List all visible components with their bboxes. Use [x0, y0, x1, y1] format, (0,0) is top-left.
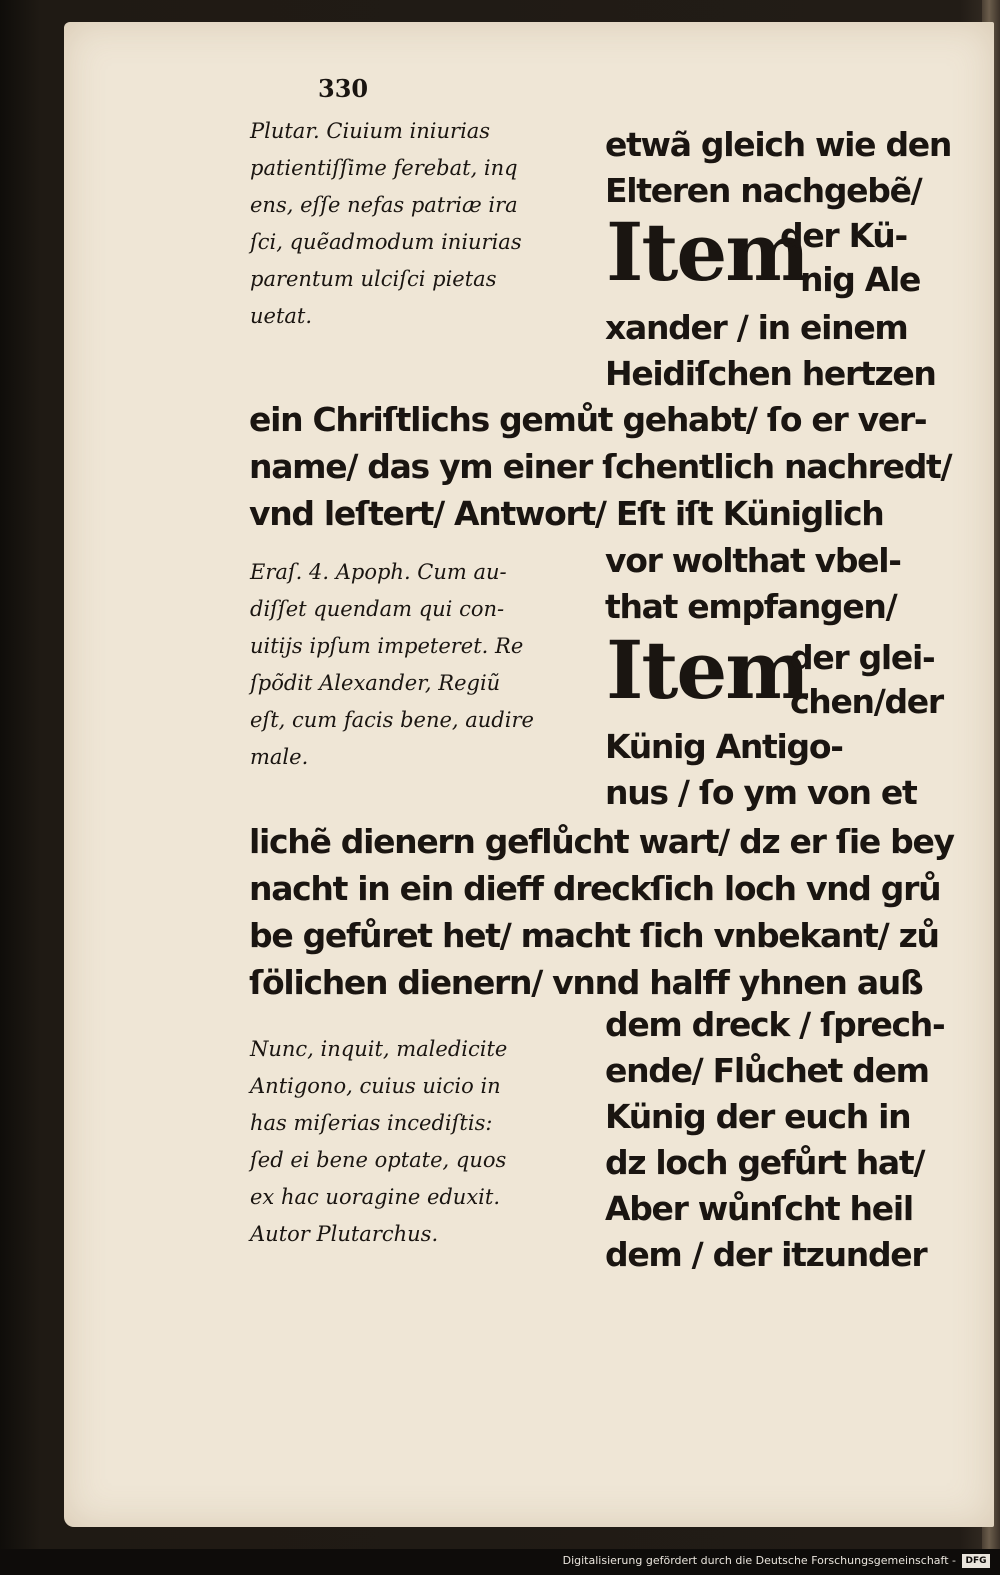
- text-line: lichẽ dienern geflůcht wart/ dz er ſie bey: [249, 822, 954, 861]
- main-text-full-1: [249, 396, 951, 537]
- page-number: 330: [318, 74, 369, 103]
- text-line: dz loch gefůrt hat/: [605, 1143, 925, 1182]
- text-line: der Kü-: [780, 216, 907, 255]
- main-text-column-3: [605, 538, 901, 630]
- note-line: Eraſ. 4. Apoph. Cum au-: [250, 560, 507, 584]
- text-line: Künig Antigo-: [605, 727, 843, 766]
- text-line: dem / der itzunder: [605, 1235, 927, 1274]
- note-line: patientiſſime ferebat, inq: [250, 156, 518, 180]
- note-line: has miſerias incediſtis:: [250, 1111, 493, 1135]
- text-line: vnd leſtert/ Antwort/ Eſt iſt Küniglich: [249, 494, 884, 533]
- main-text-column-5: [605, 1002, 944, 1278]
- note-line: Antigono, cuius uicio in: [250, 1074, 501, 1098]
- text-line: vor wolthat vbel-: [605, 541, 901, 580]
- main-text-column-2: [605, 305, 936, 397]
- note-line: uitijs ipſum impeteret. Re: [250, 634, 524, 658]
- text-line: nig Ale: [800, 260, 921, 299]
- marginal-note-erasmus: [250, 554, 534, 776]
- text-line: nacht in ein dieff dreckſich loch vnd grů: [249, 869, 941, 908]
- text-line: chen/der: [790, 682, 943, 721]
- text-line: dem dreck / ſprech-: [605, 1005, 945, 1044]
- item-2-side-text: [780, 636, 943, 724]
- note-line: ens, eſſe nefas patriæ ira: [250, 193, 518, 217]
- text-line: ein Chriſtlichs gemůt gehabt/ ſo er ver-: [249, 400, 927, 439]
- note-line: uetat.: [250, 304, 313, 328]
- text-line: Aber wůnſcht heil: [605, 1189, 913, 1228]
- text-line: Künig der euch in: [605, 1097, 911, 1136]
- text-line: xander / in einem: [605, 308, 908, 347]
- note-line: male.: [250, 745, 309, 769]
- main-text-column-1: [605, 122, 951, 214]
- text-line: that empfangen/: [605, 587, 897, 626]
- text-line: Heidiſchen hertzen: [605, 354, 936, 393]
- initial-item-2: Item: [606, 623, 808, 717]
- note-line: Autor Plutarchus.: [250, 1222, 439, 1246]
- text-line: be gefůret het/ macht ſich vnbekant/ zů: [249, 916, 939, 955]
- main-text-column-4: [605, 724, 916, 816]
- text-line: etwã gleich wie den: [605, 125, 952, 164]
- digitization-footer: [0, 1549, 1000, 1575]
- note-line: ſed ei bene optate, quos: [250, 1148, 507, 1172]
- marginal-note-plutarch: [250, 113, 522, 335]
- marginal-note-antigonus: [250, 1031, 507, 1253]
- text-line: Elteren nachgebẽ/: [605, 171, 922, 210]
- text-line: nus / ſo ym von et: [605, 773, 917, 812]
- note-line: Nunc, inquit, maledicite: [250, 1037, 508, 1061]
- item-1-side-text: [780, 214, 920, 302]
- note-line: parentum ulciſci pietas: [250, 267, 497, 291]
- text-line: ſölichen dienern/ vnnd halff yhnen auß: [249, 963, 923, 1002]
- initial-item-1: Item: [606, 205, 808, 299]
- text-line: name/ das ym einer ſchentlich nachredt/: [249, 447, 952, 486]
- note-line: eſt, cum facis bene, audire: [250, 708, 534, 732]
- dfg-logo: DFG: [962, 1554, 990, 1568]
- note-line: Plutar. Ciuium iniurias: [250, 119, 491, 143]
- note-line: ſpõdit Alexander, Regiũ: [250, 671, 501, 695]
- footer-credit: Digitalisierung gefördert durch die Deutsche Forschungsgemeinschaft -: [562, 1554, 956, 1567]
- note-line: ex hac uoragine eduxit.: [250, 1185, 501, 1209]
- text-line: der glei-: [790, 638, 935, 677]
- note-line: ſci, quẽadmodum iniurias: [250, 230, 522, 254]
- main-text-full-2: [249, 818, 954, 1006]
- text-line: ende/ Flůchet dem: [605, 1051, 929, 1090]
- note-line: diſſet quendam qui con-: [250, 597, 505, 621]
